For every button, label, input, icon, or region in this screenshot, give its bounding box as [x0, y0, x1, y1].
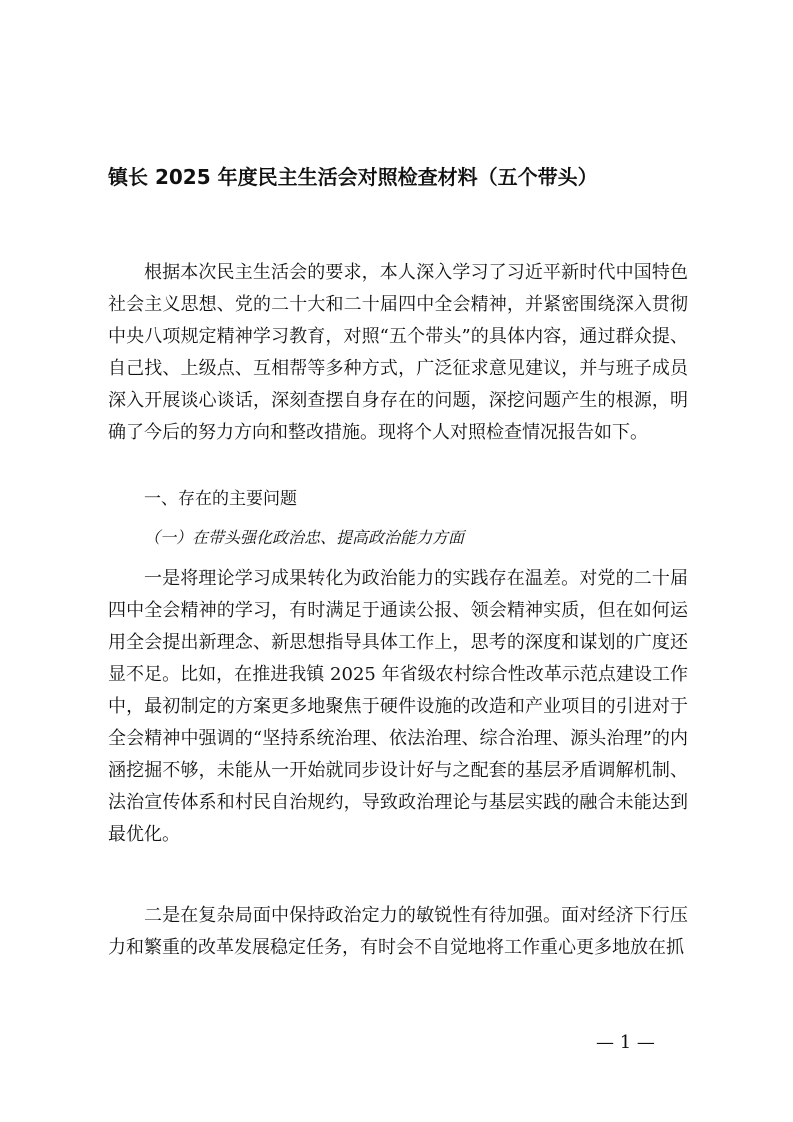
document-title: 镇长 2025 年度民主生活会对照检查材料（五个带头） [108, 165, 598, 189]
body-paragraph-1: 一是将理论学习成果转化为政治能力的实践存在温差。对党的二十届四中全会精神的学习，有时满足于通读公报、领会精神实质，但在如何运用全会提出新理念、新思想指导具体工作上，思考的深度和谋划的广度还显不足。比如，在推进我镇 2025 年省级农村综合性改革示范点建设工作中，最初制定的方案更多地聚焦于硬件设施的改造和产业项目的引进对于全会精神中强调的“坚持系统治理、依法治理、综合治理、源头治理”的内涵挖掘不够，未能从一开始就同步设计好与之配套的基层矛盾调解机制、法治宣传体系和村民自治规约，导致政治理论与基层实践的融合未能达到最优化。 [108, 568, 688, 845]
body-paragraph-2: 二是在复杂局面中保持政治定力的敏锐性有待加强。面对经济下行压力和繁重的改革发展稳定任务，有时会不自觉地将工作重心更多地放在抓 [108, 905, 688, 958]
page-number: — 1 — [596, 1032, 655, 1053]
intro-paragraph: 根据本次民主生活会的要求，本人深入学习了习近平新时代中国特色社会主义思想、党的二十大和二十届四中全会精神，并紧密围绕深入贯彻中央八项规定精神学习教育，对照“五个带头”的具体内容，通过群众提、自己找、上级点、互相帮等多种方式，广泛征求意见建议，并与班子成员深入开展谈心谈话，深刻查摆自身存在的问题，深挖问题产生的根源，明确了今后的努力方向和整改措施。现将个人对照检查情况报告如下。 [108, 262, 688, 443]
section-heading: 一、存在的主要问题 [144, 489, 297, 509]
subsection-heading: （一）在带头强化政治忠、提高政治能力方面 [144, 528, 465, 547]
